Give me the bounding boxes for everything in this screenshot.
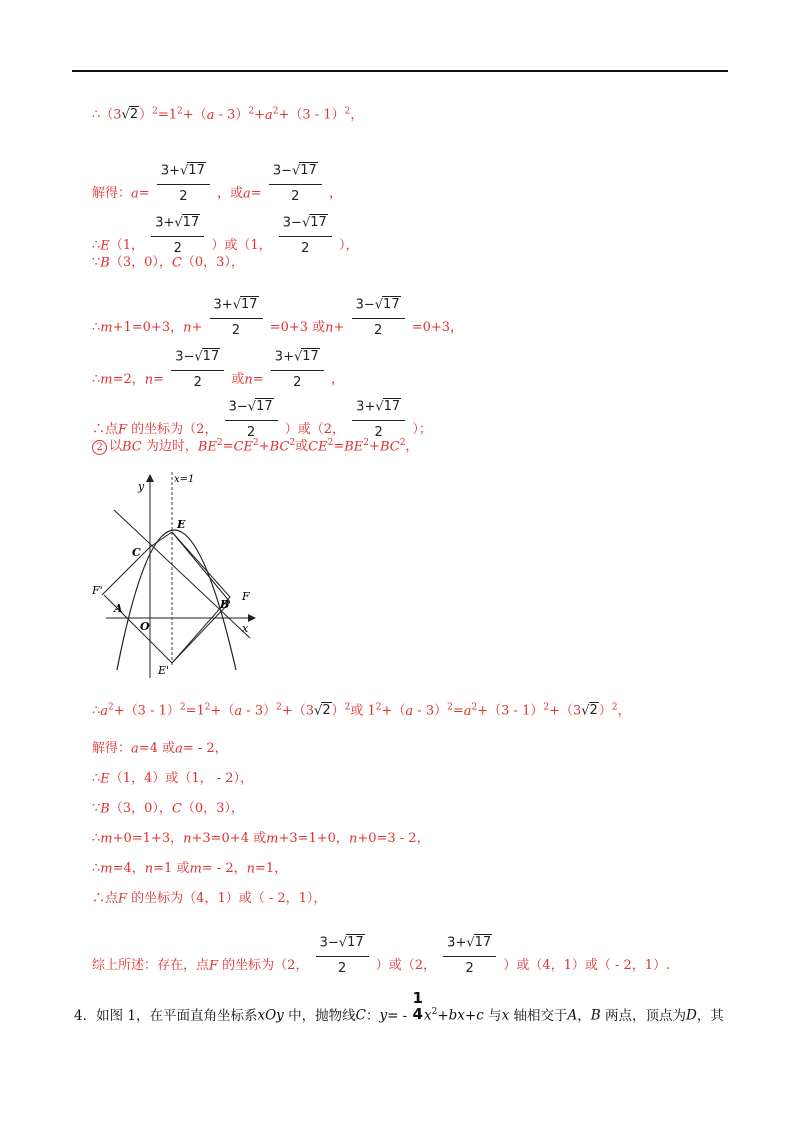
solution-line-3: ∴E（1， $\frac{3+√17}{2}$ ）或（1， $\frac{3-√17}{2}$ ）， [92, 222, 358, 244]
geometry-figure [92, 470, 272, 682]
circled-number: 2 [92, 440, 107, 455]
solution-line-6: ∴m=2，n= $\frac{3-√17}{2}$ 或n= $\frac{3+√17}{2}$ ， [92, 356, 344, 378]
point-a: A [114, 602, 123, 615]
header-rule [72, 70, 728, 72]
solution-line-15: ∴点F 的坐标为（4，1）或（ - 2，1）， [92, 891, 327, 907]
solution-line-11: ∴E（1，4）或（1， - 2）， [92, 771, 254, 787]
solution-line-14: ∴m=4，n=1 或m= - 2，n=1， [92, 861, 288, 877]
fraction: $\frac{3+√17}{2}$ [271, 346, 324, 394]
fraction: $\frac{3+√17}{2}$ [157, 160, 210, 208]
y-axis-label: y [138, 480, 145, 493]
solution-line-1: $\therefore(3√2)^2=1^2+(a - 3)^2+a^2+(3 - 1)^2$， [92, 106, 364, 123]
solution-line-10: 解得：a=4 或a= - 2， [92, 741, 228, 757]
point-c: C [132, 546, 141, 559]
solution-line-7: ∴点F 的坐标为（2， $\frac{3-√17}{2}$ ）或（2， $\frac{3+√17}{2}$ ）； [92, 406, 432, 428]
solution-line-13: ∴m+0=1+3，n+3=0+4 或m+3=1+0，n+0=3 - 2， [92, 831, 430, 847]
solution-line-16: 综上所述：存在，点F 的坐标为（2， $\frac{3-√17}{2}$ ）或（2， $\frac{3+√17}{2}$ ）或（4，1）或（ - 2，1）. [92, 942, 670, 964]
fraction: $\frac{3-√17}{2}$ [279, 212, 332, 260]
problem-4-text: 4．如图 1，在平面直角坐标系xOy 中，抛物线C：y= - 1 4 $x^2+bx+c$ 与x 轴相交于A，B 两点，顶点为D，其 [74, 989, 724, 1024]
point-f-prime: F' [92, 584, 103, 597]
solution-line-12: ∵B（3，0），C（0，3）， [92, 801, 244, 817]
solution-line-9: $\therefore a^2+(3 - 1)^2=1^2+(a - 3)^2+(3√2)^2$或 $1^2+(a - 3)^2=a^2+(3 - 1)^2+(3√2)^2$， [92, 702, 631, 719]
quadrilateral [102, 532, 230, 663]
fraction: $\frac{3-√17}{2}$ [269, 160, 322, 208]
fraction: $\frac{3+√17}{2}$ [210, 294, 263, 342]
point-b: B [220, 598, 230, 611]
point-e-prime: E' [158, 664, 170, 677]
solution-line-8: 2 以BC 为边时，$BE^2=CE^2+BC^2$或$CE^2=BE^2+BC^2$， [92, 436, 418, 458]
line-label: x=1 [174, 474, 195, 485]
solution-line-5: ∴m+1=0+3，n+ $\frac{3+√17}{2}$ =0+3 或n+ $\frac{3-√17}{2}$ =0+3， [92, 304, 463, 326]
point-e: E [177, 518, 186, 531]
fraction: $\frac{3-√17}{2}$ [352, 294, 405, 342]
fraction: $\frac{3-√17}{2}$ [225, 396, 278, 444]
solution-line-4: ∵B（3，0），C（0，3）， [92, 255, 244, 271]
fraction-one-quarter: 1 4 [412, 989, 423, 1023]
fraction: $\frac{3+√17}{2}$ [352, 396, 405, 444]
fraction: $\frac{3-√17}{2}$ [171, 346, 224, 394]
x-axis-label: x [242, 622, 249, 635]
point-o: O [140, 620, 150, 633]
fraction: $\frac{3+√17}{2}$ [443, 932, 496, 980]
fraction: $\frac{3+√17}{2}$ [151, 212, 204, 260]
fraction: $\frac{3-√17}{2}$ [316, 932, 369, 980]
solution-line-2: 解得：a= $\frac{3+√17}{2}$ ，或a= $\frac{3-√17}{2}$ ， [92, 170, 342, 192]
point-f: F [242, 590, 250, 603]
